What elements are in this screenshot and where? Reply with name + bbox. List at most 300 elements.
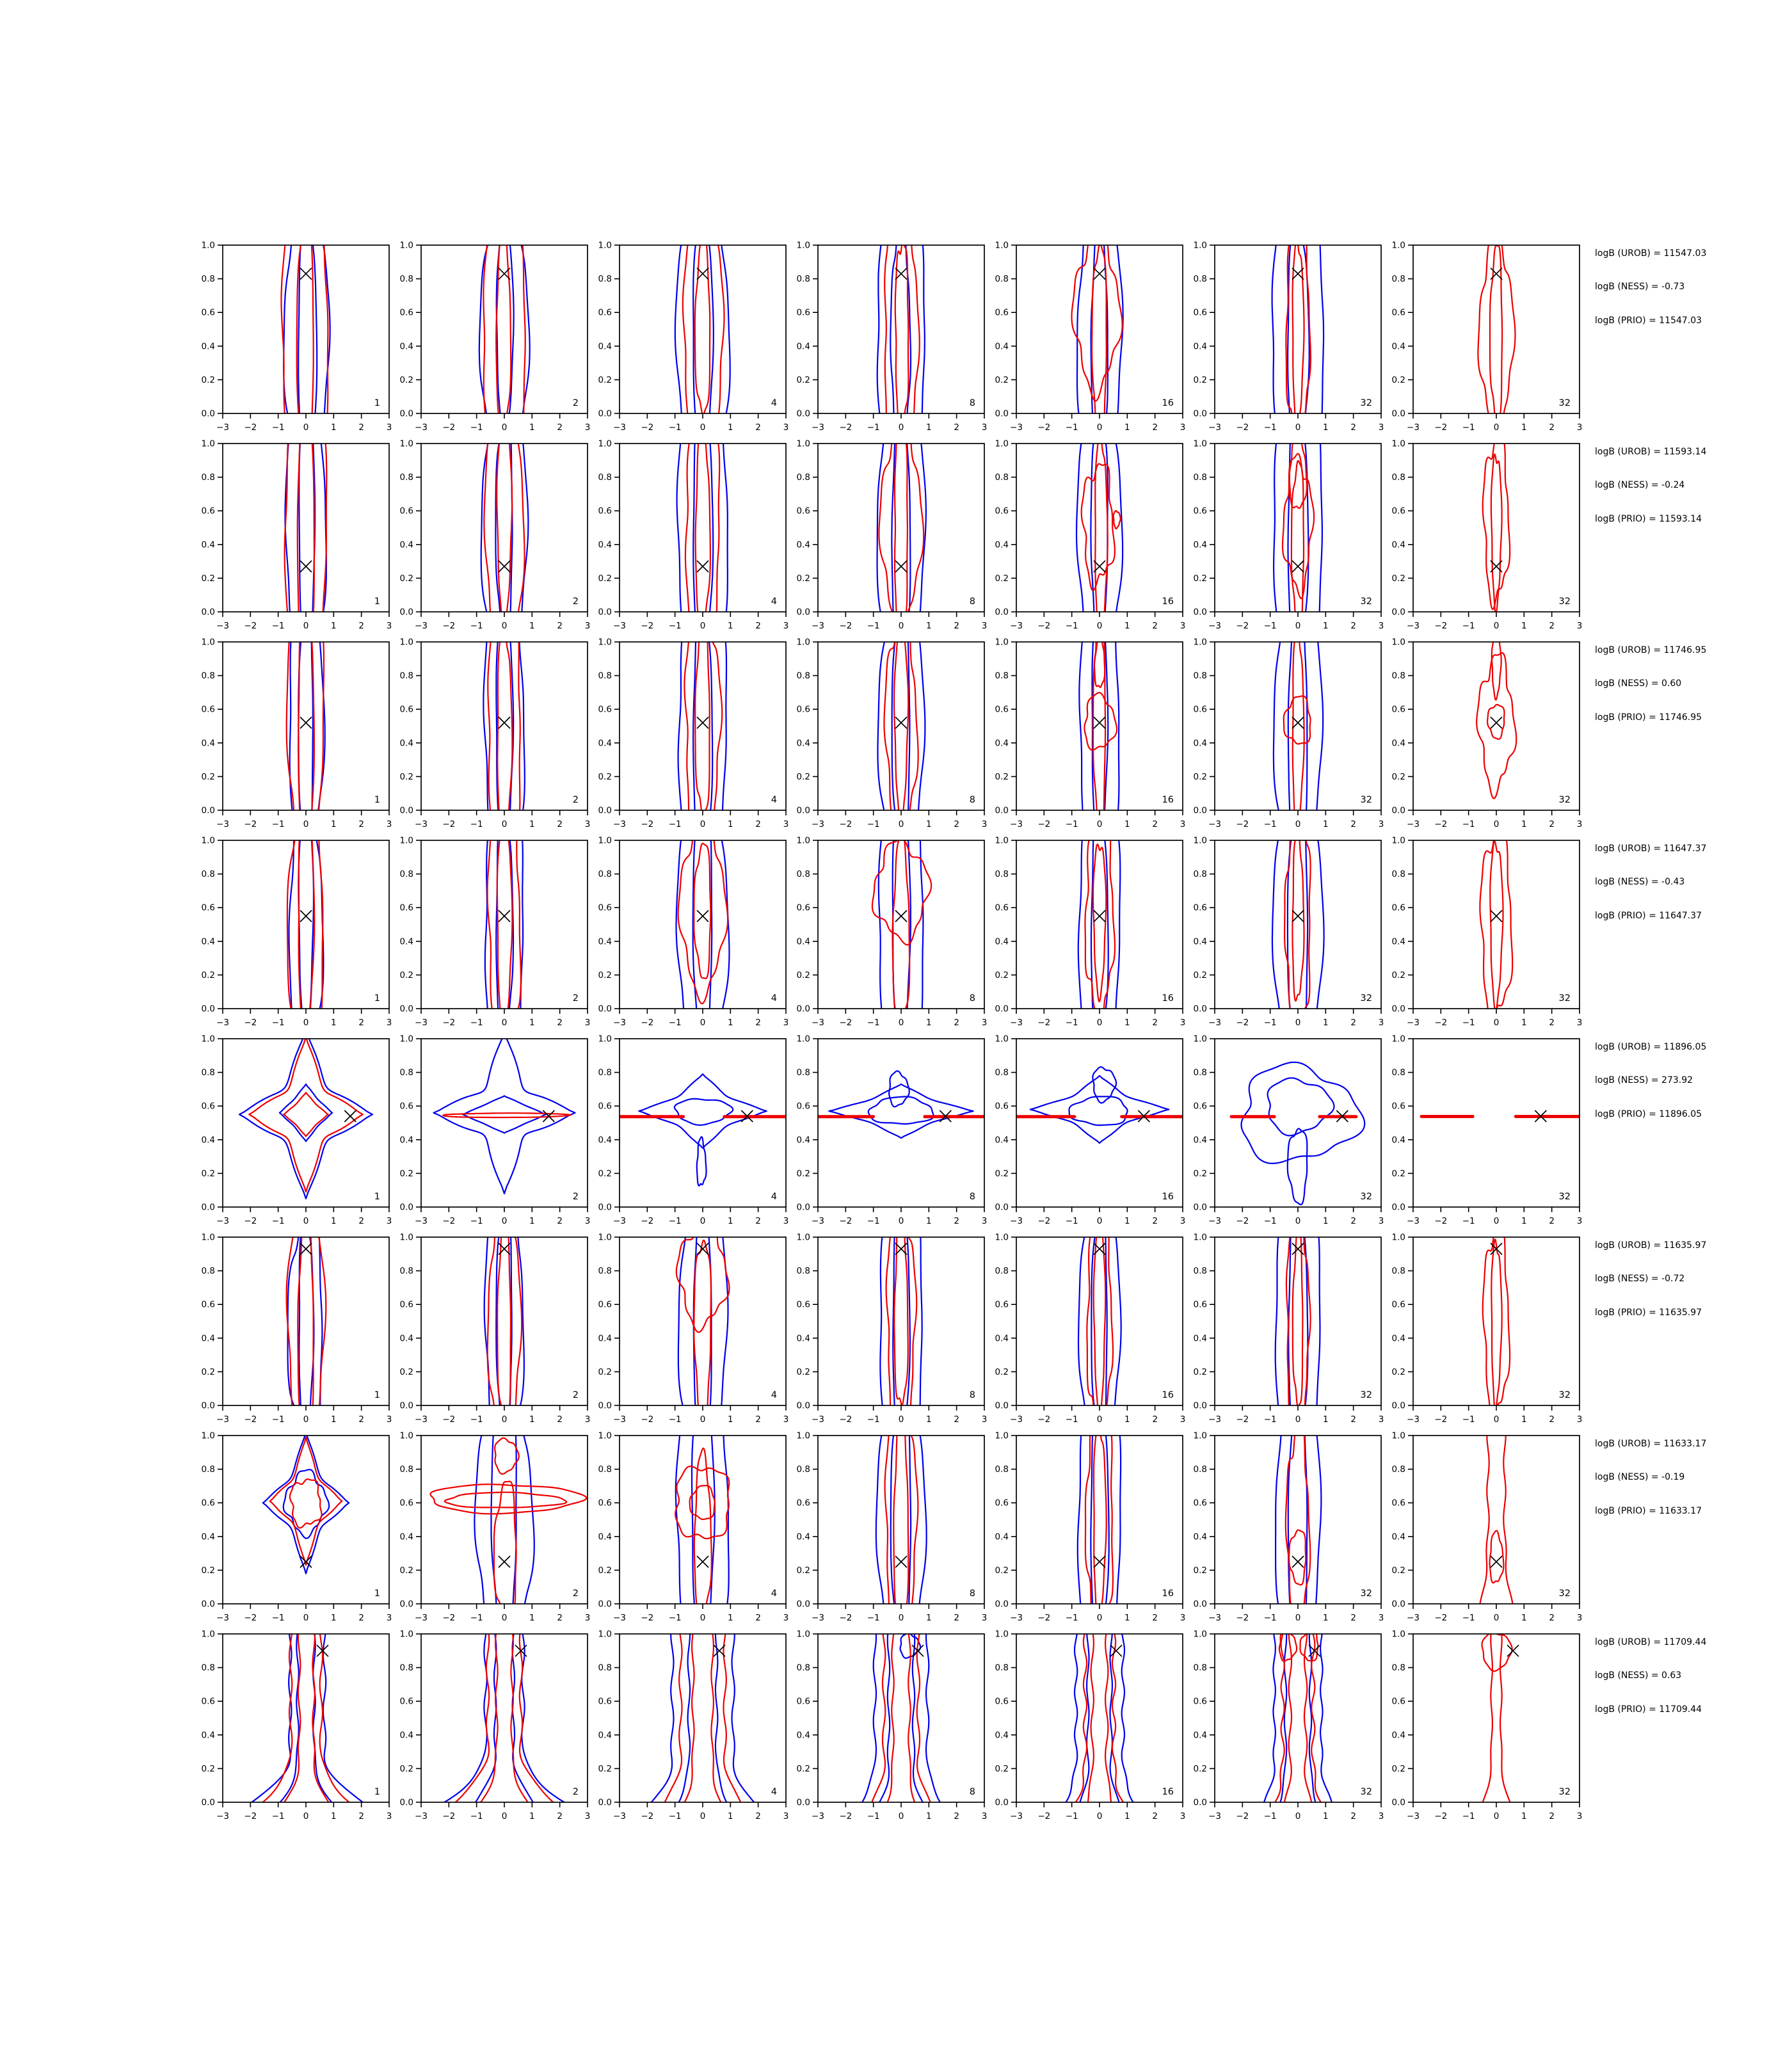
axes-frame — [1016, 1237, 1183, 1405]
x-tick-label: −3 — [1208, 1216, 1221, 1226]
y-tick-label: 0.6 — [598, 307, 612, 318]
x-tick-label: 2 — [1350, 1414, 1356, 1425]
x-tick-label: 3 — [1180, 1613, 1186, 1623]
x-tick-label: −2 — [442, 1216, 456, 1226]
y-tick-label: 1.0 — [1391, 835, 1405, 846]
x-tick-label: −1 — [1065, 1613, 1078, 1623]
x-tick-label: 2 — [358, 1613, 364, 1623]
x-tick-label: 1 — [1323, 1613, 1329, 1623]
x-tick-label: 0 — [501, 1216, 508, 1226]
axes-frame — [620, 642, 786, 810]
subplot-r3c4 — [797, 564, 988, 894]
y-tick-label: 0.4 — [201, 1730, 215, 1741]
y-tick-label: 0.4 — [598, 936, 612, 947]
x-tick-label: 3 — [1378, 621, 1384, 631]
x-marker — [300, 268, 312, 280]
contour-red — [695, 237, 710, 414]
contour-red — [251, 1626, 360, 1811]
x-tick-label: −2 — [641, 621, 654, 631]
x-tick-label: 2 — [358, 1018, 364, 1028]
x-tick-label: 1 — [926, 1811, 932, 1821]
x-tick-label: 2 — [954, 1018, 959, 1028]
x-tick-label: 2 — [557, 1414, 563, 1425]
axes-frame — [1215, 444, 1381, 612]
y-tick-label: 0.6 — [1193, 506, 1207, 516]
contour-red — [675, 1466, 729, 1539]
y-tick-label: 1.0 — [399, 1034, 413, 1044]
x-tick-label: 2 — [1549, 621, 1555, 631]
x-tick-label: 0 — [303, 621, 309, 631]
subplot-count-label: 8 — [969, 1588, 975, 1599]
contour-layer — [1480, 1626, 1514, 1811]
x-tick-label: −2 — [641, 819, 654, 829]
y-tick-label: 0.2 — [995, 970, 1009, 980]
y-tick-label: 0.8 — [201, 671, 215, 682]
y-tick-label: 1.0 — [995, 1430, 1009, 1441]
axes-frame — [1413, 245, 1580, 413]
x-tick-label: −2 — [1037, 1018, 1051, 1028]
y-tick-label: 1.0 — [598, 637, 612, 648]
y-tick-label: 0.2 — [796, 1763, 810, 1774]
contour-blue — [676, 1368, 729, 1674]
x-tick-label: 2 — [1549, 1018, 1555, 1028]
y-tick-label: 0.8 — [598, 671, 612, 682]
contour-layer — [644, 1626, 761, 1811]
contour-layer — [429, 1626, 579, 1811]
x-tick-label: −3 — [812, 422, 824, 433]
x-marker — [895, 268, 907, 280]
y-tick-label: 0.8 — [1391, 1068, 1405, 1078]
x-tick-label: −2 — [839, 621, 852, 631]
x-tick-label: −3 — [216, 1018, 229, 1028]
x-tick-label: −2 — [641, 1414, 654, 1425]
y-tick-label: 0.8 — [201, 274, 215, 285]
x-marker — [300, 910, 312, 922]
x-tick-label: 0 — [898, 621, 904, 631]
x-tick-label: 3 — [981, 1811, 988, 1821]
x-tick-label: 0 — [898, 422, 904, 433]
x-tick-label: −2 — [641, 422, 654, 433]
x-tick-label: 1 — [1124, 422, 1130, 433]
axes-frame — [1016, 245, 1183, 413]
y-tick-label: 0.0 — [995, 805, 1009, 816]
subplot-r1c7 — [1392, 232, 1583, 442]
x-tick-label: 2 — [358, 1811, 364, 1821]
y-tick-label: 0.8 — [399, 671, 413, 682]
contour-blue — [463, 1096, 546, 1133]
y-tick-label: 1.0 — [995, 835, 1009, 846]
x-tick-label: 1 — [1124, 1414, 1130, 1425]
x-marker — [895, 561, 907, 572]
y-tick-label: 0.2 — [201, 771, 215, 782]
y-tick-label: 0.2 — [995, 1763, 1009, 1774]
y-tick-label: 0.4 — [1391, 341, 1405, 352]
y-tick-label: 0.8 — [201, 1663, 215, 1674]
x-tick-label: 3 — [783, 1811, 789, 1821]
contour-blue — [1276, 1169, 1320, 1474]
y-tick-label: 0.2 — [1391, 1763, 1405, 1774]
x-tick-label: 0 — [700, 1018, 706, 1028]
y-tick-label: 0.2 — [995, 1366, 1009, 1377]
x-tick-label: −1 — [271, 819, 285, 829]
contour-blue — [697, 1137, 707, 1185]
x-tick-label: −2 — [244, 1414, 257, 1425]
annotation-ness-row3: logB (NESS) = 0.60 — [1595, 678, 1682, 689]
x-tick-label: −3 — [613, 819, 626, 829]
x-marker — [1491, 910, 1502, 922]
contour-red — [893, 1407, 908, 1626]
axes-frame — [620, 1237, 786, 1405]
x-tick-label: −1 — [668, 1613, 682, 1623]
axes-frame — [421, 245, 588, 413]
x-tick-label: 0 — [1493, 1216, 1500, 1226]
x-tick-label: 0 — [1493, 819, 1500, 829]
contour-blue — [1288, 1129, 1308, 1205]
y-tick-label: 1.0 — [201, 835, 215, 846]
x-tick-label: −2 — [839, 1811, 852, 1821]
x-tick-label: −1 — [867, 422, 880, 433]
x-tick-label: −3 — [1407, 1018, 1420, 1028]
contour-layer — [1231, 1062, 1364, 1205]
x-tick-label: −3 — [613, 1811, 626, 1821]
contour-red — [445, 1626, 564, 1811]
x-tick-label: −2 — [1236, 1414, 1249, 1425]
axes-frame — [620, 245, 786, 413]
annotation-urob-row8: logB (UROB) = 11709.44 — [1595, 1637, 1707, 1647]
x-marker — [499, 717, 510, 728]
x-tick-label: 2 — [1350, 422, 1356, 433]
y-tick-label: 1.0 — [598, 1430, 612, 1441]
contour-red — [1283, 454, 1314, 598]
subplot-r5c7 — [1392, 1034, 1583, 1227]
axes-frame — [223, 642, 389, 810]
x-tick-label: 3 — [783, 819, 789, 829]
x-tick-label: 2 — [954, 1216, 959, 1226]
x-tick-label: −1 — [271, 1414, 285, 1425]
contour-red — [284, 1092, 328, 1136]
contour-red — [282, 184, 328, 486]
contour-red — [685, 402, 719, 643]
contour-red — [249, 1037, 363, 1192]
subplot-r5c3 — [598, 1034, 789, 1227]
y-tick-label: 0.2 — [598, 970, 612, 980]
y-tick-label: 0.6 — [598, 1498, 612, 1508]
subplot-count-label: 8 — [969, 1787, 975, 1797]
y-tick-label: 1.0 — [201, 1430, 215, 1441]
x-tick-label: −2 — [1236, 1811, 1249, 1821]
x-tick-label: 3 — [981, 1216, 988, 1226]
x-tick-label: 2 — [954, 422, 959, 433]
subplot-r4c3 — [598, 765, 789, 1091]
subplot-count-label: 2 — [572, 1787, 579, 1797]
contour-layer — [434, 1032, 575, 1194]
x-tick-label: −2 — [1037, 1414, 1051, 1425]
x-tick-label: −3 — [216, 1613, 229, 1623]
x-marker — [697, 910, 708, 922]
x-tick-label: 2 — [557, 621, 563, 631]
y-tick-label: 0.0 — [796, 408, 810, 419]
y-tick-label: 0.6 — [598, 1101, 612, 1112]
y-tick-label: 0.4 — [995, 738, 1009, 749]
x-tick-label: −1 — [271, 621, 285, 631]
y-tick-label: 0.4 — [399, 1333, 413, 1344]
y-tick-label: 0.4 — [995, 936, 1009, 947]
y-tick-label: 1.0 — [1193, 438, 1207, 449]
y-tick-label: 0.2 — [1391, 1565, 1405, 1576]
x-tick-label: 2 — [358, 621, 364, 631]
y-tick-label: 0.6 — [1193, 307, 1207, 318]
x-tick-label: 0 — [303, 1811, 309, 1821]
x-tick-label: −3 — [1208, 1414, 1221, 1425]
x-tick-label: 1 — [331, 621, 337, 631]
x-tick-label: −3 — [812, 1414, 824, 1425]
x-tick-label: −2 — [442, 1414, 456, 1425]
annotation-ness-row7: logB (NESS) = -0.19 — [1595, 1472, 1685, 1482]
x-tick-label: 1 — [1521, 1811, 1527, 1821]
y-tick-label: 1.0 — [201, 240, 215, 251]
y-tick-label: 0.4 — [399, 936, 413, 947]
x-tick-label: 2 — [557, 1811, 563, 1821]
contour-blue — [868, 1097, 934, 1124]
x-tick-label: −2 — [1236, 1216, 1249, 1226]
axes-frame — [223, 1436, 389, 1604]
x-tick-label: −1 — [668, 1216, 682, 1226]
y-tick-label: 0.0 — [995, 1202, 1009, 1213]
x-tick-label: −3 — [415, 1216, 428, 1226]
y-tick-label: 0.8 — [796, 671, 810, 682]
contour-blue — [239, 1626, 375, 1811]
x-tick-label: 0 — [898, 1216, 904, 1226]
contour-red — [895, 428, 908, 627]
x-tick-label: 2 — [1152, 1414, 1158, 1425]
contour-blue — [677, 372, 728, 683]
contour-red — [484, 372, 524, 685]
y-tick-label: 0.0 — [598, 607, 612, 618]
x-tick-label: 1 — [926, 1613, 932, 1623]
x-tick-label: 3 — [1576, 1613, 1583, 1623]
y-tick-label: 1.0 — [1193, 240, 1207, 251]
y-tick-label: 0.4 — [1391, 540, 1405, 550]
contour-red — [1483, 1224, 1510, 1426]
subplot-count-label: 2 — [572, 795, 579, 805]
x-tick-label: −1 — [1065, 1811, 1078, 1821]
contour-red — [290, 1479, 322, 1528]
y-tick-label: 0.2 — [201, 374, 215, 385]
x-tick-label: −1 — [470, 1811, 483, 1821]
contour-red — [1082, 464, 1115, 591]
x-tick-label: −2 — [244, 1811, 257, 1821]
subplot-r2c2 — [400, 365, 591, 694]
subplot-r8c4 — [797, 1626, 988, 1821]
contour-blue — [877, 194, 925, 481]
x-tick-label: −3 — [216, 1811, 229, 1821]
x-tick-label: −2 — [442, 1613, 456, 1623]
x-tick-label: −3 — [613, 1216, 626, 1226]
y-tick-label: 0.2 — [1193, 970, 1207, 980]
x-tick-label: 2 — [954, 819, 959, 829]
annotation-prio-row4: logB (PRIO) = 11647.37 — [1595, 911, 1702, 921]
axes-frame — [1016, 642, 1183, 810]
x-tick-label: −1 — [1462, 621, 1475, 631]
x-marker — [1094, 268, 1105, 280]
y-tick-label: 0.2 — [1391, 1168, 1405, 1179]
y-tick-label: 0.4 — [1193, 540, 1207, 550]
y-tick-label: 0.6 — [1391, 506, 1405, 516]
y-tick-label: 0.0 — [399, 607, 413, 618]
y-tick-label: 0.0 — [598, 1599, 612, 1610]
x-tick-label: 0 — [700, 1216, 706, 1226]
x-tick-label: −2 — [839, 819, 852, 829]
x-tick-label: 1 — [1323, 422, 1329, 433]
x-tick-label: 3 — [1180, 621, 1186, 631]
y-tick-label: 1.0 — [1193, 1629, 1207, 1640]
y-tick-label: 0.8 — [1193, 1464, 1207, 1475]
x-tick-label: −2 — [1434, 1414, 1448, 1425]
y-tick-label: 0.2 — [598, 573, 612, 584]
x-tick-label: 3 — [981, 1613, 988, 1623]
subplot-count-label: 1 — [374, 398, 380, 408]
x-tick-label: −1 — [668, 1414, 682, 1425]
y-tick-label: 0.0 — [1391, 1004, 1405, 1014]
contour-red — [1094, 1418, 1107, 1626]
y-tick-label: 0.6 — [399, 1101, 413, 1112]
x-tick-label: −2 — [641, 1018, 654, 1028]
y-tick-label: 0.6 — [995, 902, 1009, 913]
y-tick-label: 0.2 — [796, 573, 810, 584]
subplot-count-label: 8 — [969, 1390, 975, 1400]
subplot-r6c1 — [202, 1204, 392, 1474]
y-tick-label: 0.8 — [1193, 1663, 1207, 1674]
x-tick-label: 0 — [1493, 1811, 1500, 1821]
x-tick-label: 1 — [1323, 819, 1329, 829]
subplot-r8c6 — [1194, 1626, 1384, 1821]
contour-layer — [678, 571, 726, 879]
x-tick-label: 1 — [1124, 1613, 1130, 1623]
x-tick-label: 3 — [1180, 819, 1186, 829]
x-tick-label: 2 — [1152, 621, 1158, 631]
x-tick-label: 2 — [557, 422, 563, 433]
x-tick-label: 0 — [501, 1811, 508, 1821]
y-tick-label: 0.4 — [1193, 1730, 1207, 1741]
x-tick-label: −3 — [812, 1811, 824, 1821]
x-tick-label: −1 — [470, 1216, 483, 1226]
contour-layer — [1078, 770, 1121, 1076]
y-tick-label: 0.8 — [995, 671, 1009, 682]
y-tick-label: 0.8 — [598, 1663, 612, 1674]
x-tick-label: 1 — [728, 621, 733, 631]
x-marker — [1292, 910, 1304, 922]
y-tick-label: 0.0 — [598, 805, 612, 816]
subplot-count-label: 16 — [1162, 993, 1174, 1004]
x-tick-label: −2 — [1037, 1613, 1051, 1623]
x-tick-label: −2 — [442, 621, 456, 631]
y-tick-label: 0.2 — [995, 1565, 1009, 1576]
y-tick-label: 0.2 — [796, 374, 810, 385]
y-tick-label: 0.8 — [995, 1068, 1009, 1078]
contour-layer — [675, 1368, 729, 1674]
x-tick-label: −2 — [1434, 1613, 1448, 1623]
x-tick-label: 1 — [1323, 1811, 1329, 1821]
y-tick-label: 1.0 — [399, 1629, 413, 1640]
x-tick-label: 2 — [1549, 1216, 1555, 1226]
y-tick-label: 1.0 — [796, 835, 810, 846]
contour-blue — [1261, 1626, 1334, 1811]
x-tick-label: −2 — [1434, 621, 1448, 631]
axes-frame — [223, 1237, 389, 1405]
y-tick-label: 0.0 — [399, 1797, 413, 1808]
axes-frame — [1016, 840, 1183, 1009]
contour-layer — [675, 183, 730, 497]
y-tick-label: 0.0 — [1193, 1004, 1207, 1014]
subplot-count-label: 32 — [1558, 1588, 1571, 1599]
y-tick-label: 0.6 — [995, 1498, 1009, 1508]
y-tick-label: 1.0 — [1391, 438, 1405, 449]
x-tick-label: 2 — [1350, 1613, 1356, 1623]
y-tick-label: 0.8 — [796, 1068, 810, 1078]
subplot-r8c7 — [1392, 1626, 1583, 1821]
axes-frame — [1215, 1039, 1381, 1207]
axes-frame — [620, 444, 786, 612]
x-tick-label: −2 — [641, 1216, 654, 1226]
x-tick-label: 1 — [1124, 1216, 1130, 1226]
axes-frame — [1215, 840, 1381, 1009]
y-tick-label: 1.0 — [1391, 1232, 1405, 1243]
x-tick-label: −3 — [1208, 1018, 1221, 1028]
y-tick-label: 0.6 — [1193, 1101, 1207, 1112]
contour-red — [1476, 653, 1516, 798]
x-tick-label: −1 — [271, 1811, 285, 1821]
y-tick-label: 0.0 — [796, 1202, 810, 1213]
y-tick-label: 1.0 — [598, 438, 612, 449]
axes-frame — [421, 444, 588, 612]
x-tick-label: −1 — [1462, 422, 1475, 433]
axes-frame — [223, 1634, 389, 1802]
x-marker — [499, 910, 510, 922]
y-tick-label: 0.2 — [796, 1168, 810, 1179]
x-tick-label: −2 — [442, 819, 456, 829]
y-tick-label: 0.8 — [598, 1068, 612, 1078]
x-tick-label: 1 — [529, 1216, 535, 1226]
y-tick-label: 0.6 — [598, 704, 612, 715]
y-tick-label: 0.4 — [201, 936, 215, 947]
y-tick-label: 0.0 — [796, 1599, 810, 1610]
subplot-count-label: 32 — [1360, 1787, 1372, 1797]
y-tick-label: 0.0 — [201, 805, 215, 816]
y-tick-label: 1.0 — [1391, 637, 1405, 648]
subplot-count-label: 4 — [771, 1192, 777, 1202]
x-tick-label: 2 — [755, 1414, 761, 1425]
y-tick-label: 1.0 — [598, 1629, 612, 1640]
x-tick-label: −2 — [839, 1613, 852, 1623]
y-tick-label: 0.8 — [995, 1663, 1009, 1674]
x-tick-label: −3 — [812, 819, 824, 829]
contour-red — [1479, 1427, 1514, 1612]
x-tick-label: 0 — [898, 1018, 904, 1028]
y-tick-label: 0.4 — [796, 1532, 810, 1542]
x-tick-label: −1 — [470, 1613, 483, 1623]
y-tick-label: 0.0 — [995, 1400, 1009, 1411]
x-tick-label: −2 — [442, 1811, 456, 1821]
x-tick-label: 2 — [1350, 819, 1356, 829]
y-tick-label: 0.0 — [201, 1400, 215, 1411]
y-tick-label: 0.4 — [201, 1333, 215, 1344]
x-tick-label: −3 — [415, 1811, 428, 1821]
x-tick-label: 3 — [386, 1613, 392, 1623]
subplot-r7c4 — [797, 1359, 988, 1688]
y-tick-label: 0.6 — [1391, 1696, 1405, 1707]
contour-layer — [1483, 1224, 1510, 1426]
y-tick-label: 1.0 — [1193, 637, 1207, 648]
